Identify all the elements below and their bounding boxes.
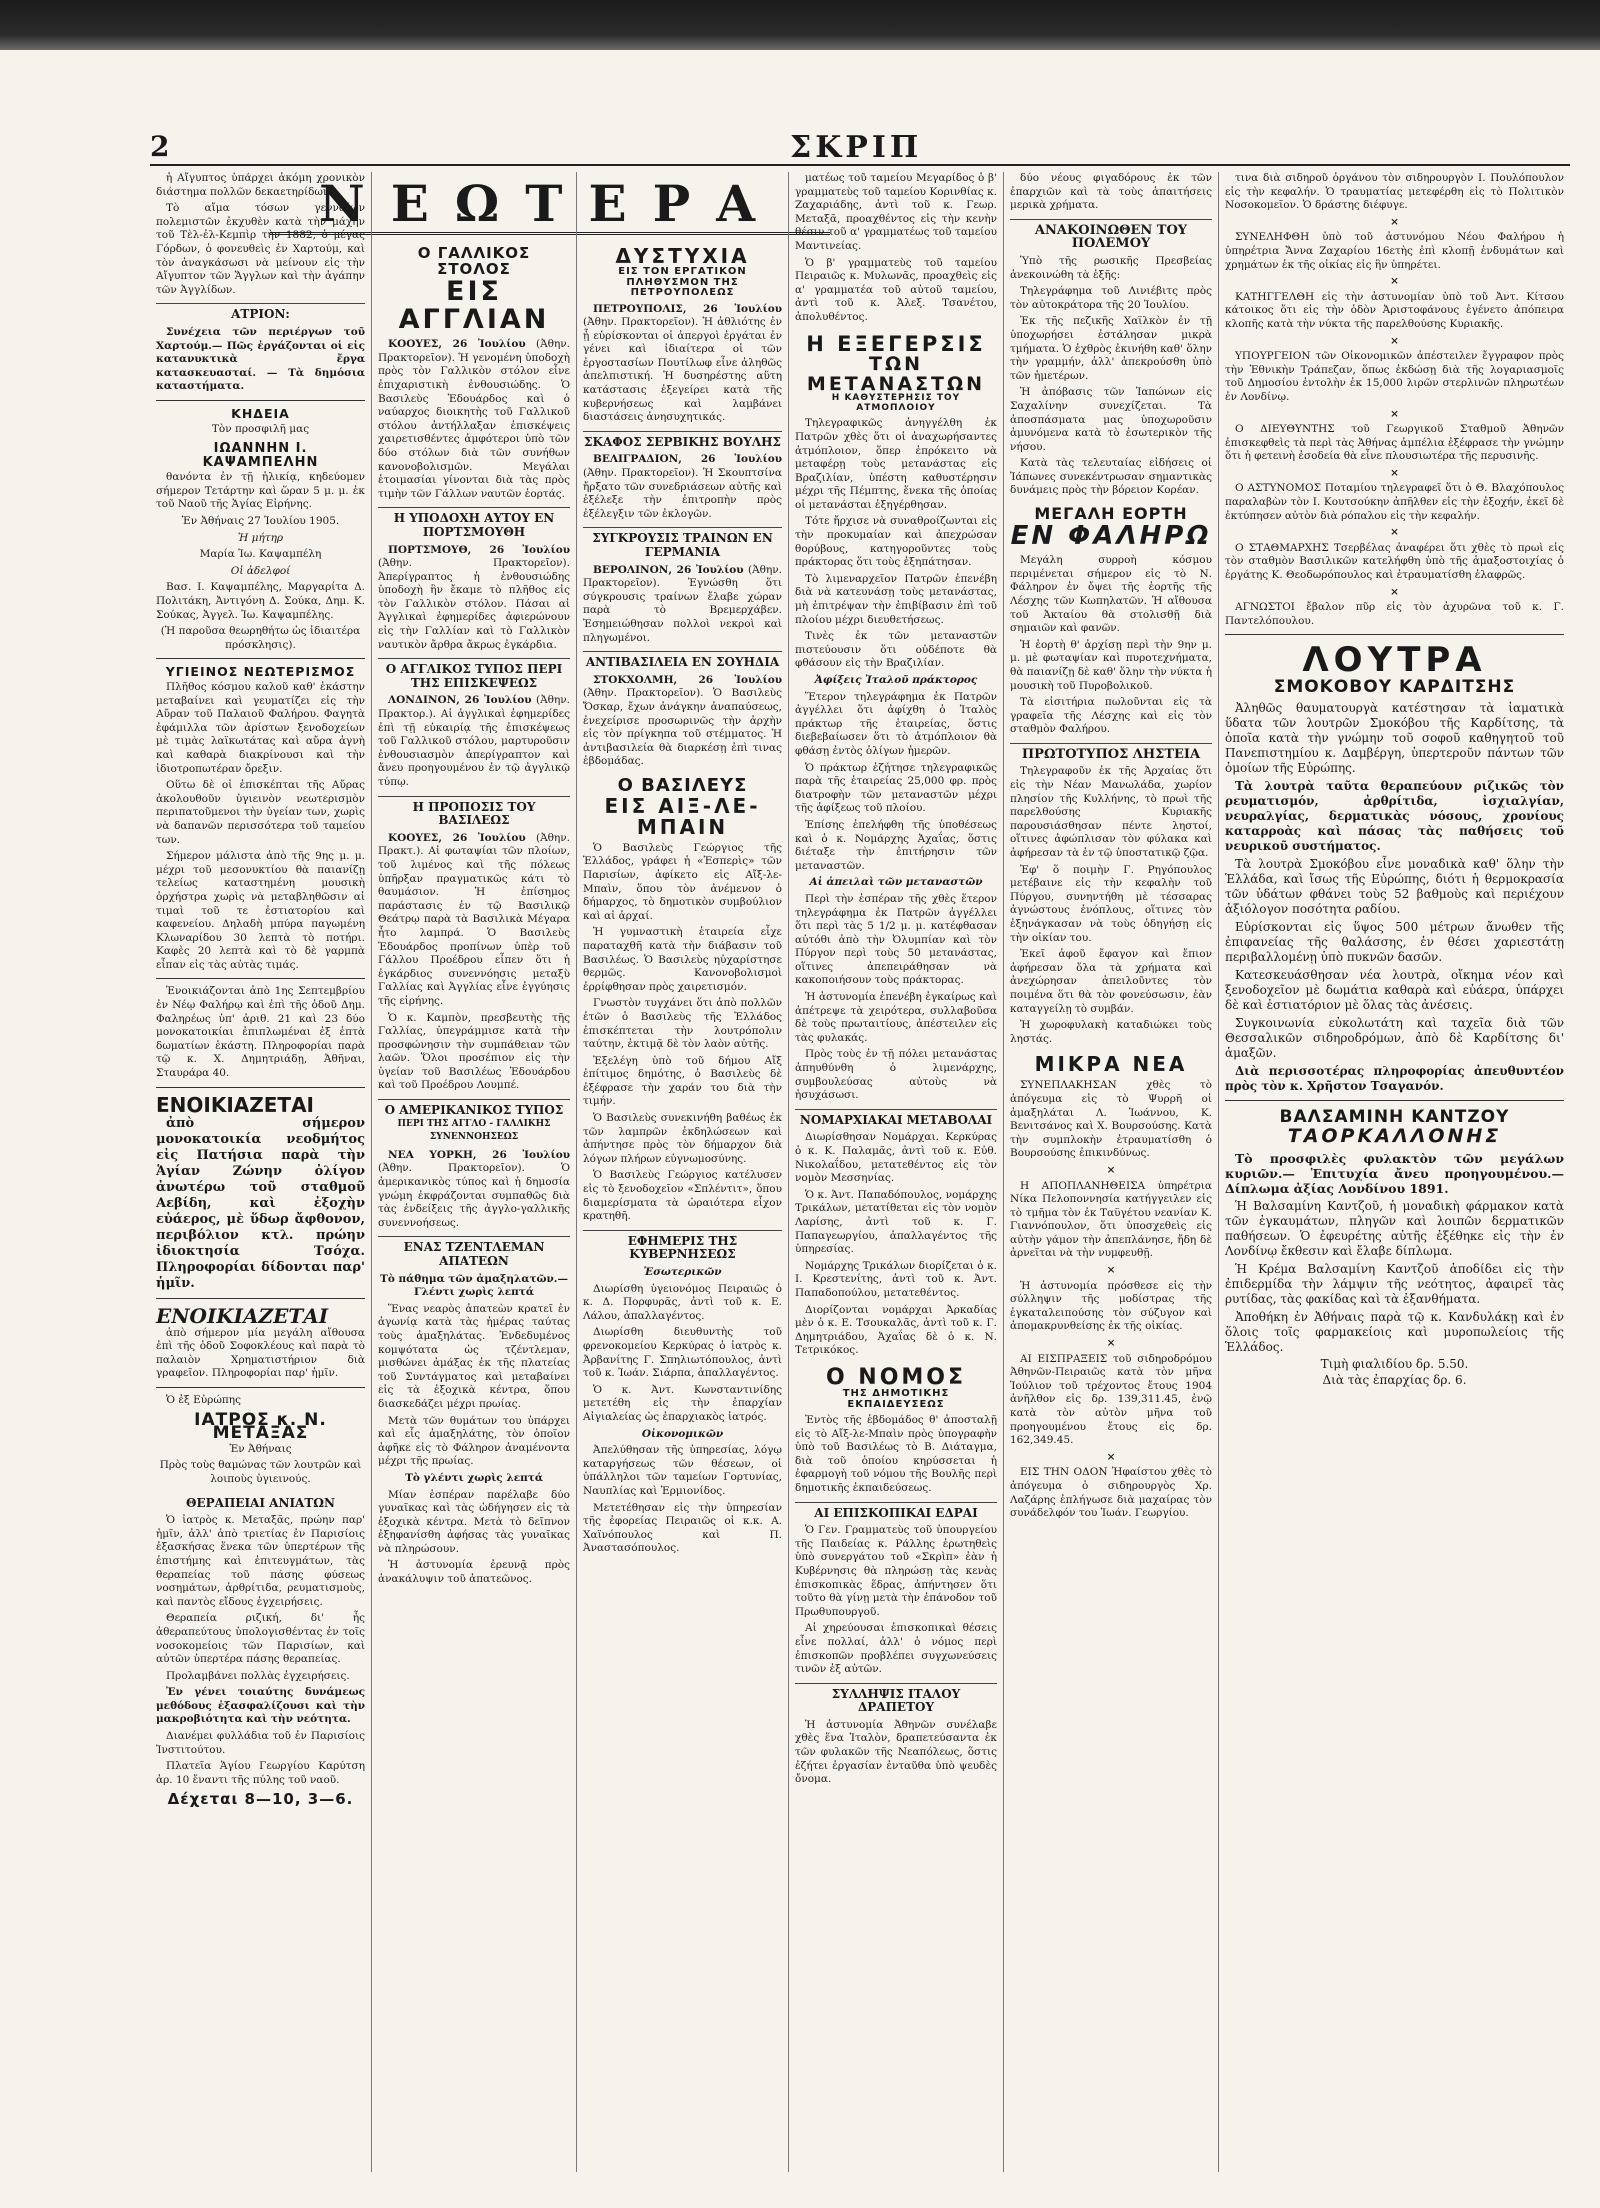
article-text: Γνωστὸν τυγχάνει ὅτι ἀπὸ πολλῶν ἐτῶν ὁ Βασιλεὺς τῆς Ἑλλάδος ἐπισκέπτεται τὴν λουτρόπολιν ταύτην, ἐκτιμᾷ δὲ τὸν λαὸν αὐτῆς. bbox=[583, 997, 782, 1051]
dateline: ΒΕΛΙΓΡΑΔΙΟΝ, 26 Ἰουλίου bbox=[593, 453, 782, 466]
headline-line: ΜΕΓΑΛΗ ΕΟΡΤΗ bbox=[1034, 504, 1188, 524]
headline-line: ΕΙΣ ΑΙΞ-ΛΕ-ΜΠΑΙΝ bbox=[604, 793, 761, 839]
headline-line: ΜΙΚΡΑ ΝΕΑ bbox=[1034, 1052, 1188, 1077]
subheading: Η ΠΡΟΠΟΣΙΣ ΤΟΥ ΒΑΣΙΛΕΩΣ bbox=[378, 796, 570, 828]
ad-price: Διὰ τὰς ἐπαρχίας δρ. 6. bbox=[1322, 1373, 1467, 1388]
subheading: ΣΥΛΛΗΨΙΣ ΙΤΑΛΟΥ ΔΡΑΠΕΤΟΥ bbox=[795, 1683, 997, 1715]
divider bbox=[1225, 634, 1564, 635]
article-text: Ἡ ἀπόβασις τῶν Ἰαπώνων εἰς Σαχαλίνην συνεχίζεται. Τὰ ἀποσπάσματα μας ὑποχωροῦσιν ἀμυνόμενα κατὰ τὸ ἐσωτερικὸν τῆς νήσου. bbox=[1010, 386, 1212, 453]
subheading: ΑΙ ΕΠΙΣΚΟΠΙΚΑΙ ΕΔΡΑΙ bbox=[795, 1502, 997, 1521]
article-text: Διωρίσθη διευθυντὴς τοῦ φρενοκομείου Κερκύρας ὁ ἰατρὸς κ. Ἀρβανίτης Γ. Σπηλιωτόπουλος, ἀντὶ τοῦ κ. Ἰωάν. Σιάρπα, ἀπαλλαγέντος. bbox=[583, 1326, 782, 1380]
article-text: Ἡ ἀστυνομία ἐρευνᾷ πρὸς ἀνακάλυψιν τοῦ ἀπατεῶνος. bbox=[378, 1559, 570, 1586]
inline-heading: Τὸ γλέντι χωρὶς λεπτά bbox=[405, 1471, 543, 1484]
ad-price: Τιμὴ φιαλιδίου δρ. 5.50. bbox=[1320, 1356, 1469, 1371]
rental-ad-2-text: ἀπὸ σήμερον μονοκατοικία νεοδμήτος εἰς Πατήσια παρὰ τὴν Ἁγίαν Ζώνην ὀλίγον ἀνωτέρω τοῦ σταθμοῦ Αεβίδη, καὶ ἐξοχὴν εὐάερος, μὲ ὕδωρ ἄφθονον, περιβόλιον κτλ. πρώην ἰδιοκτησία Τσόχα. Πληροφορίαι δίδονται παρ' ἡμῖν. bbox=[156, 1115, 365, 1291]
doctor-place: Ἐν Ἀθήναις bbox=[229, 1442, 292, 1455]
doctor-subheading: ΘΕΡΑΠΕΙΑΙ ΑΝΙΑΤΩΝ bbox=[186, 1495, 335, 1510]
ad-text: Συγκοινωνία εὐκολωτάτη καὶ ταχεῖα διὰ τῶν Θεσσαλικῶν σιδηροδρόμων, ἀπὸ δὲ Καρδίτσης δι' ἁμαξῶν. bbox=[1225, 1015, 1564, 1060]
subheading bbox=[378, 1099, 570, 1145]
ad-text: Ἡ Βαλσαμίνη Καντζοῦ, ἡ μοναδικὴ φάρμακον κατὰ τῶν ἐγκαυμάτων, πληγῶν καὶ λοιπῶν δερματικῶν παθήσεων. Ὁ ἐφευρέτης αὐτῆς ἐξέθηκε εἰς τὴν ἐν Λονδίνῳ ἔκθεσιν καὶ ἔλαβε δίπλωμα. bbox=[1225, 1198, 1564, 1258]
doctor-text: Θεραπεία ριζική, δι' ἧς ἀθεραπεύτους ὑπολογισθέντας ἐν τοῖς νοσοκομείοις τῶν Παρισίων, καὶ αὐτῶν ὑπερτέρα πάσης θεραπείας. bbox=[156, 1612, 365, 1666]
headline-line: ΤΩΝ ΜΕΤΑΝΑΣΤΩΝ bbox=[806, 352, 986, 395]
column-5 bbox=[1004, 172, 1219, 2172]
subheading-line: Ο ΑΜΕΡΙΚΑΝΙΚΟΣ ΤΥΠΟΣ bbox=[384, 1103, 564, 1118]
headline-line: ΕΙΣ ΑΓΓΛΙΑΝ bbox=[398, 275, 550, 335]
ad-text: Ἡ Κρέμα Βαλσαμίνη Καντζοῦ ἀποδίδει εἰς τὴν ἐπιδερμίδα τὴν λάμψιν τῆς νεότητος, ἀφαιρεῖ τὰς ρυτίδας, τὰς φακίδας καὶ τὰ ἐξανθήματα. bbox=[1225, 1261, 1564, 1306]
article-text: Σήμερον μάλιστα ἀπὸ τῆς 9ης μ. μ. μέχρι τοῦ μεσονυκτίου θὰ παιανίζῃ τελείως καταστημένη μουσικὴ ὀρχήστρα χωρὶς νὰ μεταβληθῶσιν αἱ τιμαὶ τοῦ τε ἐστιατορίου καὶ καφενείου. Δηλαδὴ μπύρα παγωμένη Κλωναρίδου 30 λεπτὰ τὸ ποτήρι. Καφὲς 20 λεπτὰ καὶ τὸ δὲ γαρμπὰ εἶπαν εἰς τὰς αὐτὰς τιμάς. bbox=[156, 850, 365, 971]
doctor-address: Πλατεῖα Ἁγίου Γεωργίου Καρύτση ἀρ. 10 ἔναντι τῆς πύλης τοῦ ναοῦ. bbox=[156, 1760, 365, 1786]
rental-ad-3-title: ΕΝΟΙΚΙΑΖΕΤΑΙ bbox=[156, 1303, 329, 1328]
rental-ad-1: Ἐνοικιάζονται ἀπὸ 1ης Σεπτεμβρίου ἐν Νέῳ Φαλήρῳ καὶ ἐπὶ τῆς ὁδοῦ Δημ. Φαληρέως ὑπ' ἀριθ. 21 καὶ 23 δύο μονοκατοικίαι ἐπιπλωμέναι ἐξ ἑπτὰ δωματίων ἑκάστη. Πληροφορίαι παρὰ τῷ κ. Χ. Δημητριάδῃ, Ἀθῆναι, Σταυράρα 40. bbox=[156, 985, 365, 1080]
dateline: ΣΤΟΚΧΟΛΜΗ, 26 Ἰουλίου bbox=[593, 673, 782, 686]
column-3 bbox=[577, 172, 789, 2172]
news-item: ΣΥΝΕΠΛΑΚΗΣΑΝ χθὲς τὸ ἀπόγευμα εἰς τὸ Ψυρρῆ οἱ ἀμαξηλάται Λ. Ἰωάννου, Κ. Βενιτσάνος καὶ Χ. Βουρσούσης. Κατὰ τὴν συμπλοκὴν ἐτραυματίσθη ὁ Βουρσούσης ἐπικινδύνως. bbox=[1010, 1079, 1212, 1160]
atrion-text: Συνέχεια τῶν περιέργων τοῦ Χαρτούμ.— Πῶς ἐργάζονται οἱ εἰς κατανυκτικὰ ἔργα κατασκευασταί. — Τὰ δημόσια καταστήματα. bbox=[156, 325, 365, 393]
page-number: 2 bbox=[150, 130, 170, 163]
article-text: Ὁ κ. Ἀντ. Παπαδόπουλος, νομάρχης Τρικάλων, μετατίθεται εἰς τὸν νομὸν Λαρίσης, ἀντὶ τοῦ κ. Γ. Παπαγεωργίου, ἀπαλλαγέντος τῆς ὑπηρεσίας. bbox=[795, 1188, 997, 1256]
news-item: ΣΥΝΕΛΗΦΘΗ ὑπὸ τοῦ ἀστυνόμου Νέου Φαλήρου ἡ ὑπηρέτρια Ἄννα Ζαχαρίου 16ετὴς ἐπὶ κλοπῇ ἐνδυμάτων καὶ χρημάτων ἐκ τῆς οἰκίας εἰς ἣν ὑπηρέτει. bbox=[1225, 231, 1564, 271]
divider bbox=[156, 1087, 365, 1088]
headline-emigrants bbox=[795, 333, 997, 414]
separator-mark: × bbox=[1106, 1450, 1116, 1463]
separator-mark: × bbox=[1390, 275, 1399, 288]
masthead bbox=[150, 130, 1570, 166]
kedeia-siblings: Οἱ ἀδελφοί bbox=[230, 564, 291, 577]
headline-line: Ο ΝΟΜΟΣ bbox=[825, 1364, 967, 1390]
kedeia-intro: Τὸν προσφιλῆ μας bbox=[211, 422, 310, 435]
article-text: Ἀπελύθησαν τῆς ὑπηρεσίας, λόγῳ καταργήσεως τῶν θέσεων, οἱ ὑπάλληλοι τῶν ταμείων Γορτυνίας, Ναυπλίας καὶ Ἐρμιονίδος. bbox=[583, 1444, 782, 1497]
subheading: ΑΝΤΙΒΑΣΙΛΕΙΑ ΕΝ ΣΟΥΗΔΙΑ bbox=[583, 651, 782, 670]
article-text: Τηλεγραφοῦν ἐκ τῆς Ἀρχαίας ὅτι εἰς τὴν Νέαν Μανωλάδα, χωρίον πλησίον τῆς Κυλλήνης, τὸ πρωὶ τῆς παρελθούσης Κυριακῆς παρουσιάσθησαν πέντε ληστοί, οἵτινες ἀφώπλισαν τὸν φύλακα καὶ ἀφήρεσαν τὰ ἐν τῷ ὑποστατικῷ ζῷα. bbox=[1010, 765, 1212, 860]
ad-text: Τὰ λουτρὰ Σμοκόβου εἶνε μοναδικὰ καθ' ὅλην τὴν Ἑλλάδα, καὶ ἴσως τῆς Εὐρώπης, διότι ἡ θερμοκρασία τῶν ὑδάτων φθάνει τοὺς 52 βαθμοὺς καὶ περιέχουν ἀξιόλογον ποσότητα ραδίου. bbox=[1225, 856, 1564, 916]
neotera-banner: ΝΕΩΤΕΡΑ bbox=[270, 176, 830, 235]
ad-text: Ἀληθῶς θαυματουργὰ κατέστησαν τὰ ἱαματικὰ ὕδατα τῶν λουτρῶν Σμοκόβου τῆς Καρδίτσης, τὰ ὁποῖα κατὰ τὴν γνώμην τοῦ σοφοῦ καθηγητοῦ τοῦ Πανεπιστημίου κ. Δαμβέργη, ὑπερτεροῦν πάντων τῶν ὁμοίων τῆς Εὐρώπης. bbox=[1225, 700, 1564, 775]
article-text: Ὁ Βασιλεὺς Γεώργιος τῆς Ἑλλάδος, γράφει ἡ «Ἐσπερὶς» τῶν Παρισίων, ἀφίκετο εἰς Αἴξ-λε-Μπαὶν, ὅπου τὸν ἀνέμενον ὁ δήμαρχος, τὸ δημοτικὸν συμβούλιον καὶ αἱ ἀρχαί. bbox=[583, 841, 782, 922]
headline-line: ΕΝ ΦΑΛΗΡΩ bbox=[1010, 520, 1212, 551]
rental-ad-3-text: ἀπὸ σήμερον μία μεγάλη αἴθουσα ἐπὶ τῆς ὁδοῦ Σοφοκλέους καὶ παρὰ τὸ παλαιὸν Χρηματιστήριον διὰ γραφεῖον. Πληροφορίαι παρ' ἡμῖν. bbox=[156, 1326, 365, 1380]
headline-king bbox=[583, 774, 782, 839]
article-text: Ὁ Γεν. Γραμματεὺς τοῦ ὑπουργείου τῆς Παιδείας κ. Ράλλης ἐρωτηθεὶς ὑπὸ συνεργάτου τοῦ «Σκρὶπ» ἐὰν ἡ Κυβέρνησις θὰ πληρώσῃ τὰς κενὰς ἐπισκοπικὰς ἕδρας, ἀπήντησεν ὅτι τοῦτο θὰ γίνῃ μετὰ τὴν ἐπάνοδον τοῦ Πρωθυπουργοῦ. bbox=[795, 1524, 997, 1618]
kedeia-sibling-names: Βασ. Ι. Καψαμπέλης, Μαργαρίτα Δ. Πολιτάκη, Ἀντιγόνη Δ. Σούκα, Δημ. Κ. Σούκας, Ἀγγελ. Ἰω. Καψαμπέλης. bbox=[156, 581, 365, 621]
article-text: Μεγάλη συρροὴ κόσμου περιμένεται σήμερον εἰς τὸ Ν. Φάληρον ἐν ὄψει τῆς ἑορτῆς τῆς Λέσχης τῶν Κωπηλατῶν. Ἡ αἴθουσα τοῦ Ἀκταίου θὰ στολισθῇ διὰ σημαιῶν καὶ φανῶν. bbox=[1010, 554, 1212, 635]
scan-dark-band bbox=[0, 0, 1600, 50]
divider bbox=[156, 1387, 365, 1388]
article-text: Διωρίσθησαν Νομάρχαι. Κερκύρας ὁ κ. Κ. Παλαμᾶς, ἀντὶ τοῦ κ. Εὐθ. Νικολαΐδου, μετατεθέντος εἰς τὸν νομὸν Μεσσηνίας. bbox=[795, 1131, 997, 1185]
article-text: (Ἀθην. Πρακτορεῖον). Ἡ γενομένη ὑποδοχὴ πρὸς τὸν Γαλλικὸν στόλον εἶνε ἐπιχαριστικὴ ἐνθουσιώδης. Ὁ Βασιλεὺς Ἐδουάρδος καὶ ὁ ναύαρχος διοικητὴς τοῦ Γαλλικοῦ στόλου ἀντήλλαξαν ἐπισκέψεις χαιρετισθέντες ἀμφότεροι ὑπὸ τῶν δύο στόλων διὰ τῶν συνήθων κανονοβολισμῶν. Μεγάλαι ἑτοιμασίαι γίνονται διὰ τὰς πρὸς τιμὴν τῶν Γάλλων ναυτῶν ἑορτάς. bbox=[378, 338, 570, 500]
article-text: ἡ Αἴγυπτος ὑπάρχει ἀκόμη χρονικὸν διάστημα πολλῶν δεκαετηρίδων. bbox=[156, 172, 365, 198]
article-text: Ὁ Βασιλεὺς Γεώργιος κατέλυσεν εἰς τὸ ξενοδοχεῖον «Σπλέντιτ», ὅπου διαμερίσματα τὰ ὡραιότερα εἶχον κρατηθῆ. bbox=[583, 1169, 782, 1223]
doctor-text: Πρὸς τοὺς θαμώνας τῶν λουτρῶν καὶ λοιποὺς ὑγιεινούς. bbox=[159, 1459, 362, 1485]
article-text: Ἕτερον τηλεγράφημα ἐκ Πατρῶν ἀγγέλλει ὅτι ἀφίχθη ὁ Ἰταλὸς πράκτωρ τῆς ἑταιρείας, ὅστις διεβεβαίωσεν ὅτι τὸ ἀτμόπλοιον θὰ φθάσῃ ἐντὸς ὀλίγων ἡμερῶν. bbox=[795, 690, 997, 757]
headline-line: Ο ΓΑΛΛΙΚΟΣ ΣΤΟΛΟΣ bbox=[417, 244, 531, 278]
dateline: ΛΟΝΔΙΝΟΝ, 26 Ἰουλίου bbox=[388, 694, 532, 707]
article-text: Τηλεγραφικῶς ἀνηγγέλθη ἐκ Πατρῶν χθὲς ὅτι οἱ ἀναχωρήσαντες ἀτμόπλοιον, ὅπερ ἐπρόκειτο νὰ μεταφέρῃ τοὺς μετανάστας εἰς Βραζιλίαν, ὑπέστη καθυστέρησιν μέχρι τῆς Πέμπτης, ἕνεκα τῆς ὁποίας οἱ μετανάσται ἐξηγέρθησαν. bbox=[795, 417, 997, 511]
article-text: Ὁ Βασιλεὺς συνεκινήθη βαθέως ἐκ τῶν λαμπρῶν ἐκδηλώσεων καὶ ἀπήντησε πρὸς τὸν δήμαρχον διὰ λόγων πλήρων εὐγνωμοσύνης. bbox=[583, 1112, 782, 1165]
article-text: Ἐντὸς τῆς ἑβδομάδος θ' ἀποσταλῇ εἰς τὸ Αἴξ-λε-Μπαὶν πρὸς ὑπογραφὴν ὑπὸ τοῦ Βασιλέως τὸ Β. Διάταγμα, διὰ τοῦ ὁποίου κηρύσσεται ἡ ἐφαρμογὴ τοῦ νόμου τῆς Βουλῆς περὶ δημοτικῆς ἐκπαιδεύσεως. bbox=[795, 1414, 997, 1494]
article-text: (Ἀθην. Πρακτορεῖον). Ἡ Σκουπτσίνα ἤρξατο τῶν συνεδριάσεων αὐτῆς καὶ ἐξέλεξε τὴν ἐπιτροπὴν πρὸς ἐξέλεγξιν τῶν ἐκλογῶν. bbox=[583, 467, 782, 520]
article-text: Πρὸς τοὺς ἐν τῇ πόλει μετανάστας ἀπηυθύνθη ὁ λιμενάρχης, συμβουλεύσας αὐτοὺς νὰ ἡσυχάσωσι. bbox=[795, 1048, 997, 1102]
article-text: Ἐπίσης ἐπελήφθη τῆς ὑποθέσεως καὶ ὁ κ. Νομάρχης Ἀχαΐας, ὅστις διέταξε τὴν ἐπιτήρησιν τῶν μεταναστῶν. bbox=[795, 818, 997, 872]
separator-mark: × bbox=[1390, 466, 1399, 479]
article-text: (Ἀθην. Πρακτορεῖον). Ὁ ἀμερικανικὸς τύπος καὶ ἡ δημοσία γνώμη ἐκφράζονται συμπαθῶς διὰ τὰς ἐνδείξεις τῆς ἀγγλο-γαλλικῆς συνεννοήσεως. bbox=[378, 1162, 570, 1229]
news-item: Ο ΣΤΑΘΜΑΡΧΗΣ Τσερβέλας ἀναφέρει ὅτι χθὲς τὸ πρωὶ εἰς τὸν σταθμὸν Βασιλικῶν κατελήφθη ὑπὸ τῆς ἁμαξοστοιχίας ὁ ἐργάτης Κ. Θεοδωρόπουλος καὶ ἐτραυματίσθη ἐλαφρῶς. bbox=[1225, 541, 1564, 582]
article-text: Ὁ πράκτωρ ἐζήτησε τηλεγραφικῶς παρὰ τῆς ἑταιρείας 25,000 φρ. πρὸς διατροφὴν τῶν μεταναστῶν μέχρι τῆς ἀφίξεως τοῦ πλοίου. bbox=[795, 761, 997, 815]
kedeia-mother-name: Μαρία Ἰω. Καψαμπέλη bbox=[199, 548, 322, 561]
headline-line: ΛΟΥΤΡΑ bbox=[1302, 640, 1487, 681]
article-text: Ἡ ἀστυνομία Ἀθηνῶν συνέλαβε χθὲς ἕνα Ἰταλὸν, δραπετεύσαντα ἐκ τῶν φυλακῶν τῆς Νεαπόλεως, ὅστις ἐζήτει ἐργασίαν ἐνταῦθα ὑπὸ ψευδὲς ὄνομα. bbox=[795, 1718, 997, 1786]
article-text: Διωρίσθη ὑγειονόμος Πειραιῶς ὁ κ. Δ. Πορφυρᾶς, ἀντὶ τοῦ κ. Ε. Λάλου, ἀπαλλαγέντος. bbox=[583, 1282, 782, 1322]
article-text: (Ἀθην. Πρακτορ.). Αἱ ἀγγλικαὶ ἐφημερίδες ἐπὶ τῇ εὐκαιρίᾳ τῆς ἐπισκέψεως τοῦ Γαλλικοῦ στόλου, μαρτυροῦσιν ἐνθουσιασμὸν ἀπερίγραπτον καὶ ἄνευ προηγουμένου ἐν τῷ ἀγγλικῷ τύπῳ. bbox=[378, 694, 570, 788]
doctor-text: Ἐν γένει τοιαύτης δυνάμεως μεθόδους ἐξασφαλίζουσι καὶ τὴν μακροβιότητα καὶ τὴν νεότητα. bbox=[156, 1686, 365, 1726]
article-text: ματέως τοῦ ταμείου Μεγαρίδος ὁ β' γραμματεὺς τοῦ ταμείου Κορινθίας κ. Ζαχαριάδης, ἀντὶ τοῦ κ. Γεωρ. Μεταξᾶ, προαχθέντος εἰς τὴν κενὴν θέσιν τοῦ α' γραμματέως τοῦ ταμείου Μαντινείας. bbox=[795, 172, 997, 252]
ad-text: Τὰ λουτρὰ ταῦτα θεραπεύουν ριζικῶς τὸν ρευματισμόν, ἀρθρίτιδα, ἰσχιαλγίαν, νευραλγίας, δερματικὰς νόσους, χρονίους καταρροὰς καὶ πάσας τὰς παθήσεις τοῦ νευρικοῦ συστήματος. bbox=[1225, 778, 1564, 853]
newspaper-name: ΣΚΡΙΠ bbox=[790, 130, 923, 165]
article-text: Ἡ ἑορτὴ θ' ἀρχίσῃ περὶ τὴν 9ην μ. μ. μὲ φωταψίαν καὶ πυροτεχνήματα, θὰ παιανίζῃ δὲ καθ' ὅλην τὴν νύκτα ἡ μουσικὴ τοῦ Πυροβολικοῦ. bbox=[1010, 638, 1212, 692]
headline-line: ΣΜΟΚΟΒΟΥ ΚΑΡΔΙΤΣΗΣ bbox=[1273, 677, 1516, 698]
news-item: ΑΓΝΩΣΤΟΙ ἔβαλον πῦρ εἰς τὸν ἀχυρῶνα τοῦ κ. Γ. Παντελόπουλου. bbox=[1225, 601, 1564, 627]
atrion-heading: ΑΤΡΙΟΝ: bbox=[156, 303, 365, 322]
rental-ad-2-title: ΕΝΟΙΚΙΑΖΕΤΑΙ bbox=[156, 1092, 314, 1117]
dateline: ΒΕΡΟΛΙΝΟΝ, 26 Ἰουλίου bbox=[593, 563, 744, 576]
news-item: Η ΑΠΟΠΛΑΝΗΘΕΙΣΑ ὑπηρέτρια Νίκα Πελοποννησία κατήγγειλεν εἰς τὸ τμῆμα τὸν ἐκ Ταϋγέτου νεανίαν Κ. Γιαννόπουλον, ὅτι ὑποσχεθεὶς εἰς αὐτὴν γάμον τὴν ἀπεπλάνησε, ἤδη δὲ ἀρνεῖται νὰ τὴν νυμφευθῇ. bbox=[1010, 1179, 1212, 1260]
kedeia-name: ΙΩΑΝΝΗΝ Ι. ΚΑΨΑΜΠΕΛΗΝ bbox=[202, 441, 319, 470]
article-text: Ὑπὸ τῆς ρωσικῆς Πρεσβείας ἀνεκοινώθη τὰ ἑξῆς: bbox=[1010, 254, 1212, 281]
kedeia-note: (Ἡ παροῦσα θεωρηθήτω ὡς ἰδιαιτέρα πρόσκλησις). bbox=[160, 625, 361, 651]
ad-text: Ἀποθήκη ἐν Ἀθήναις παρὰ τῷ κ. Κανδυλάκῃ καὶ ἐν ὅλοις τοῖς φαρμακείοις καὶ μυροπωλείοις τῆς Ἑλλάδος. bbox=[1225, 1309, 1564, 1354]
article-text: Ἡ γυμναστικὴ ἑταιρεία εἶχε παραταχθῆ κατὰ τὴν διάβασιν τοῦ Βασιλέως. Ὁ Βασιλεὺς ηὐχαρίστησε θερμῶς. Κανονοβολισμοὶ ἐρρίφθησαν πρὸς χαιρετισμόν. bbox=[583, 926, 782, 993]
doctor-text: Διανέμει φυλλάδια τοῦ ἐν Παρισίοις Ἰνστιτούτου. bbox=[156, 1730, 365, 1756]
article-text: Ὁ κ. Ἀντ. Κωνσταντινίδης μετετέθη εἰς τὴν ἐπαρχίαν Αἰγιαλείας ὡς ἐπαρχιακὸς ἰατρός. bbox=[583, 1383, 782, 1423]
article-text: Αἱ χηρεύουσαι ἐπισκοπικαὶ θέσεις εἶνε πολλαί, ἀλλ' ὁ νόμος περὶ ἐπισκοπῶν προβλέπει συγχωνεύσεις τινῶν ἐξ αὐτῶν. bbox=[795, 1622, 997, 1676]
article-text: Ἕνας νεαρὸς ἀπατεὼν κρατεῖ ἐν ἀγωνίᾳ κατὰ τὰς ἡμέρας ταύτας τοὺς ἀμαξηλάτας. Ἐνδεδυμένος κομψότατα ὡς τζέντλεμαν, μισθώνει ἁμάξας ἐκ τῆς πλατείας τοῦ Συντάγματος καὶ μεταβαίνει εἰς τὰ ἐξοχικὰ κέντρα, ὅπου διασκεδάζει μέχρι πρωίας. bbox=[378, 1302, 570, 1410]
headline-balsam bbox=[1225, 1106, 1564, 1147]
subheading: ΣΚΑΦΟΣ ΣΕΡΒΙΚΗΣ ΒΟΥΛΗΣ bbox=[583, 431, 782, 450]
article-text: δύο νέους φιγαδόρους ἐκ τῶν ἐπαρχιῶν καὶ τὰ τοὺς ἀπαιτήσεις μερικὰ χρήματα. bbox=[1010, 172, 1212, 212]
ad-text: Εὑρίσκονται εἰς ὕψος 500 μέτρων ἄνωθεν τῆς ἐπιφανείας τῆς θαλάσσης, ἐν θέσει χαριεστάτῃ περιβαλλομένῃ ὑπὸ πυκνῶν δασῶν. bbox=[1225, 919, 1564, 964]
news-item: τινα διὰ σιδηροῦ ὀργάνου τὸν σιδηρουργὸν Ι. Πουλόπουλον εἰς τὴν κεφαλήν. Ὁ τραυματίας μετεφέρθη εἰς τὸ Πολιτικὸν Νοσοκομεῖον. Ὁ δράστης διέφυγε. bbox=[1225, 172, 1564, 212]
doctor-name: ΙΑΤΡΟΣ κ. Ν. ΜΕΤΑΞΑΣ bbox=[194, 1409, 327, 1444]
article-text: Μετετέθησαν εἰς τὴν ὑπηρεσίαν τῆς ἐφορείας Πειραιῶς οἱ κ.κ. Α. Χαϊνόπουλος καὶ Π. Ἀναστασόπουλος. bbox=[583, 1501, 782, 1555]
news-item: ΕΙΣ ΤΗΝ ΟΔΟΝ Ἡφαίστου χθὲς τὸ ἀπόγευμα ὁ σιδηρουργὸς Χρ. Λαζάρης ἐπλήγωσε διὰ μαχαίρας τὸν συνάδελφόν του Ἰωάν. Γεωργίου. bbox=[1010, 1466, 1212, 1520]
column-1 bbox=[150, 172, 372, 2172]
inline-heading: Ἐσωτερικῶν bbox=[643, 1266, 722, 1279]
article-text: (Ἀθην. Πρακτορεῖον). Ἡ ἀθλιότης ἐν ᾗ εὑρίσκονται οἱ ἀπεργοὶ ἐργάται ἐν γένει καὶ ἰδιαίτερα οἱ τῶν ἐργοστασίων Πουτίλωφ εἶνε ἀληθῶς ἀπελπιστική. Ἡ δυσηρέστης αὕτη κατάστασις ἐξεγείρει κατὰ τῆς κυβερνήσεως καὶ λαμβάνει διαστάσεις ἀνησυχητικάς. bbox=[583, 316, 782, 424]
separator-mark: × bbox=[1106, 1163, 1116, 1176]
separator-mark: × bbox=[1106, 1337, 1116, 1350]
headline-law bbox=[795, 1366, 997, 1410]
subheading-detail: Τὸ πάθημα τῶν ἀμαξηλατῶν.— Γλέντι χωρὶς λεπτά bbox=[380, 1272, 568, 1299]
subheading: ΠΡΩΤΟΤΥΠΟΣ ΛΗΣΤΕΙΑ bbox=[1010, 743, 1212, 762]
article-text: Διορίζονται νομάρχαι Ἀρκαδίας μὲν ὁ κ. Ε. Τσουκαλᾶς, ἀντὶ τοῦ κ. Γ. Δημητριάδου, Ἀχαΐας δὲ ὁ κ. Ν. Τετρικόκος. bbox=[795, 1303, 997, 1357]
news-item: ΥΠΟΥΡΓΕΙΟΝ τῶν Οἰκονομικῶν ἀπέστειλεν ἔγγραφον πρὸς τὴν Ἐθνικὴν Τράπεζαν, ὅπως ἐκδώσῃ διὰ τῆς λογαριασμοῖς τοῦ Δημοσίου ἐντολὴν ἐκ 15,000 λιρῶν στερλινῶν πληρωτέων ἐν Λονδίνῳ. bbox=[1225, 350, 1564, 403]
subheading: ΝΟΜΑΡΧΙΑΚΑΙ ΜΕΤΑΒΟΛΑΙ bbox=[795, 1109, 997, 1128]
hygiene-heading: ΥΓΙΕΙΝΟΣ ΝΕΩΤΕΡΙΣΜΟΣ bbox=[165, 664, 356, 680]
article-text: Περὶ τὴν ἑσπέραν τῆς χθὲς ἕτερον τηλεγράφημα ἐκ Πατρῶν ἀγγέλλει ὅτι περὶ τὰς 5 1/2 μ. μ. κατέφθασαν αὐτόθι ἀπὸ τὴν Ὀλυμπίαν καὶ τὸν Πύργον περὶ τοὺς 50 μετανάστας, οἵτινες ἀπεπειράθησαν νὰ κακοποιήσουν τοὺς πράκτορας. bbox=[795, 892, 997, 987]
article-text: (Ἀθην. Πρακτ.). Αἱ φωταψίαι τῶν πλοίων, τοῦ λιμένος καὶ τῆς πόλεως ὑπῆρξαν πραγματικῶς κάτι τὸ θαυμάσιον. Ἡ ἐπίσημος παράστασις ἐν τῷ Βασιλικῷ Θεάτρῳ παρὰ τὰ Βασιλικὰ Μέγαρα ἦτο λαμπρά. Ὁ Βασιλεὺς Ἐδουάρδος προπίνων ὑπὲρ τοῦ Γάλλου Προέδρου εἶπεν ὅτι ἡ ἐγκάρδιος συνεννόησις μεταξὺ Γαλλίας καὶ Ἀγγλίας εἶνε ἐγγύησις τῆς εἰρήνης. bbox=[378, 831, 570, 1007]
doctor-text: Προλαμβάνει πολλὰς ἐγχειρήσεις. bbox=[166, 1669, 350, 1682]
article-text: Ὁ κ. Καμπὸν, πρεσβευτὴς τῆς Γαλλίας, ὑπεγράμμισε κατὰ τὴν προσφώνησιν τὴν συμπάθειαν τῶν λαῶν. Ὅλοι προσέπιον εἰς τὴν ὑγείαν τοῦ Βασιλέως Ἐδουάρδου καὶ τοῦ Προέδρου Λουμπέ. bbox=[378, 1011, 570, 1092]
columns bbox=[150, 172, 1570, 2172]
dateline: ΚΟΟΥΕΣ, 26 Ἰουλίου bbox=[388, 831, 526, 844]
column-4 bbox=[789, 172, 1004, 2172]
subheading: ΕΝΑΣ ΤΖΕΝΤΛΕΜΑΝ ΑΠΑΤΕΩΝ bbox=[378, 1236, 570, 1268]
subheading: ΕΦΗΜΕΡΙΣ ΤΗΣ ΚΥΒΕΡΝΗΣΕΩΣ bbox=[583, 1230, 782, 1262]
headline-line: ΕΙΣ ΤΟΝ ΕΡΓΑΤΙΚΟΝ ΠΛΗΘΥΣΜΟΝ ΤΗΣ ΠΕΤΡΟΥΠΟΛΕΩΣ bbox=[618, 266, 747, 298]
divider bbox=[156, 978, 365, 979]
article-text: Πλῆθος κόσμου καλοῦ καθ' ἑκάστην μεταβαίνει καὶ γευματίζει εἰς τὴν Αὔραν τοῦ Παλαιοῦ Φαλήρου. Φαγητὰ ἐφάμιλλα τῶν ἀρίστων ξενοδοχείων μὲ τιμὰς λαϊκωτάτας καὶ αὔρα ἀγνὴ καὶ καθαρὰ διακρίνουσι καὶ τὴν ἰδιοτροπωτέραν ὄρεξιν. bbox=[156, 681, 365, 775]
inline-heading: Ἀφίξεις Ἰταλοῦ πράκτορος bbox=[814, 674, 978, 687]
banner-space bbox=[378, 172, 570, 238]
article-text: Νομάρχης Τρικάλων διορίζεται ὁ κ. Ι. Κρεστενίτης, ἀντὶ τοῦ κ. Ἀντ. Παπαδοπούλου, μετατεθέντος. bbox=[795, 1259, 997, 1299]
separator-mark: × bbox=[1390, 215, 1399, 228]
headline-line: Η ΚΑΘΥΣΤΕΡΗΣΙΣ ΤΟΥ ΑΤΜΟΠΛΟΙΟΥ bbox=[831, 393, 961, 413]
doctor-text: Ὁ ἰατρὸς κ. Μεταξᾶς, πρώην παρ' ἡμῖν, ἀλλ' ἀπὸ τριετίας ἐν Παρισίοις ἐξασκήσας ἕνεκα τῶν ὑπερτέρων τῆς ἐπιστήμης καὶ ἐπιτευγμάτων, τὰς θεραπείας τοῦ πάσης φύσεως νοσημάτων, ἀρθρίτιδα, ρευματισμοὺς, καὶ παντὸς εἴδους ἐγχειρήσεις. bbox=[156, 1514, 365, 1608]
article-text: Ὁ β' γραμματεὺς τοῦ ταμείου Πειραιῶς κ. Μυλωνᾶς, προαχθεὶς εἰς α' γραμματέα τοῦ αὐτοῦ ταμείου, ἀντὶ τοῦ κ. Ἀλεξ. Τσανέτου, ἀπολυθέντος. bbox=[795, 256, 997, 323]
divider bbox=[156, 1298, 365, 1299]
article-text: Τὰ εἰσιτήρια πωλοῦνται εἰς τὰ γραφεῖα τῆς Λέσχης καὶ εἰς τὸν σταθμὸν Φαλήρου. bbox=[1010, 696, 1212, 736]
inline-heading: Οἰκονομικῶν bbox=[641, 1427, 724, 1440]
kedeia-mother: Ἡ μήτηρ bbox=[237, 531, 284, 544]
news-item: Ο ΔΙΕΥΘΥΝΤΗΣ τοῦ Γεωργικοῦ Σταθμοῦ Ἀθηνῶν ἐπισκεφθεὶς τὰ περὶ τὰς Ἀθήνας ἀμπέλια ἐξέφρασε τὴν γνώμην ὅτι ἡ φετεινὴ ἐσοδεία θὰ εἶνε πλουσιωτέρα τῆς περυσινῆς. bbox=[1225, 423, 1564, 463]
article-text: Ἐκ τῆς πεζικῆς Χαϊλκὸν ἐν τῇ ὑποχωρήσει ἐστάλησαν μικρὰ τμήματα. Ὁ ἐχθρὸς ἐκινήθη καθ' ὅλην τὴν γραμμήν, ἀλλ' ἀπεκρούσθη ὑπὸ τῶν ἡμετέρων. bbox=[1010, 315, 1212, 382]
article-text: Ἡ ἀστυνομία ἐπενέβη ἐγκαίρως καὶ ἀπέτρεψε τὰ χειρότερα, συλλαβοῦσα δὲ τοὺς πρωταιτίους, ἀπέστειλεν εἰς τὰς φυλακάς. bbox=[795, 991, 997, 1044]
article-text: Τὸ αἴμα τόσων γενναίων πολεμιστῶν ἐκχυθὲν κατὰ τὴν μάχην τοῦ Τὲλ-ἐλ-Κεμπὶρ τὴν 1882, ὁ μέγας Γόρδων, ὁ φονευθεὶς ἐν Χαρτούμ, καὶ τὸν ἀναγκάσωσι νὰ μείνουν εἰς τὴν Αἴγυπτον τῶν Ἄγγλων καὶ τὴν ἀγάπην τῶν Ἀγγλίδων. bbox=[156, 202, 365, 296]
news-item: ΑΙ ΕΙΣΠΡΑΞΕΙΣ τοῦ σιδηροδρόμου Ἀθηνῶν-Πειραιῶς κατὰ τὸν μῆνα Ἰούλιον τοῦ τρέχοντος ἔτους 1904 ἀνῆλθον εἰς δρ. 139,311.45, ἐνῷ κατὰ τὸν αὐτὸν μῆνα τοῦ προηγουμένου ἔτους εἰς δρ. 162,349.45. bbox=[1010, 1352, 1212, 1447]
divider bbox=[156, 400, 365, 401]
divider bbox=[156, 658, 365, 659]
article-text: Οὕτω δὲ οἱ ἐπισκέπται τῆς Αὔρας ἀκολουθοῦν ὑγιεινὸν νεωτερισμὸν περιπατοῦμενοι τὴν ὑγείαν των, χωρὶς νὰ δαπανῶν περισσότερα τοῦ ταμείου των. bbox=[156, 779, 365, 846]
headline-line: ΔΥΣΤΥΧΙΑ bbox=[615, 244, 750, 268]
news-item: Ἡ ἀστυνομία πρόσθεσε εἰς τὴν σύλληψιν τῆς μοδίστρας τῆς ἐγκαταλειπούσης τὸν σύζυγον καὶ ἀπομακρυνθείσης ἐκ τῆς οἰκίας. bbox=[1010, 1279, 1212, 1333]
dateline: ΠΟΡΤΣΜΟΥΘ, 26 Ἰουλίου bbox=[388, 543, 570, 556]
column-6 bbox=[1219, 172, 1570, 2172]
article-text: Τηλεγράφημα τοῦ Λινιέβιτς πρὸς τὸν αὐτοκράτορα τῆς 20 Ἰουλίου. bbox=[1010, 285, 1212, 311]
headline-french-fleet bbox=[378, 246, 570, 334]
article-text: Ἡ χωροφυλακὴ καταδιώκει τοὺς ληστάς. bbox=[1010, 1019, 1212, 1045]
article-text: Μετὰ τῶν θυμάτων του ὑπάρχει καὶ εἷς ἀμαξηλάτης, τὸν ὁποῖον ἀφῆκε εἰς τὸ Φάληρον ἀναμένοντα μέχρι τῆς πρωίας. bbox=[378, 1414, 570, 1468]
dateline: ΚΟΟΥΕΣ, 26 Ἰουλίου bbox=[388, 338, 526, 351]
kedeia-heading: ΚΗΔΕΙΑ bbox=[231, 405, 290, 421]
inline-heading: Αἱ ἀπειλαὶ τῶν μεταναστῶν bbox=[809, 876, 983, 889]
separator-mark: × bbox=[1390, 407, 1399, 420]
dateline: ΠΕΤΡΟΥΠΟΛΙΣ, 26 Ἰουλίου bbox=[593, 302, 782, 315]
ad-text: Κατεσκευάσθησαν νέα λουτρὰ, οἴκημα νέον καὶ ξενοδοχεῖον μὲ δωμάτια καθαρὰ καὶ εὐάερα, ὑπάρχει δὲ καὶ ἐστιατόριον μὲ ὅλας τὰς ἀνέσεις. bbox=[1225, 967, 1564, 1012]
separator-mark: × bbox=[1390, 526, 1399, 539]
headline-festival bbox=[1010, 506, 1212, 550]
headline-line: Ο ΒΑΣΙΛΕΥΣ bbox=[617, 774, 748, 796]
headline-misfortune bbox=[583, 246, 782, 299]
headline-line: Η ΕΞΕΓΕΡΣΙΣ bbox=[806, 331, 986, 356]
subheading-line: ΠΕΡΙ ΤΗΣ ΑΓΓΛΟ - ΓΑΛΛΙΚΗΣ ΣΥΝΕΝΝΟΗΣΕΩΣ bbox=[397, 1118, 551, 1143]
article-text: Ἐκεῖ ἀφοῦ ἔφαγον καὶ ἔπιον ἀφήρεσαν ὅλα τὰ χρήματα καὶ ἀνεχώρησαν ἀπειλοῦντες τὸν ποιμένα ὅτι θὰ τὸν φονεύσωσιν, ἐὰν καταγγείλῃ τὸ συμβάν. bbox=[1010, 948, 1212, 1015]
subheading: Η ΥΠΟΔΟΧΗ ΑΥΤΟΥ ΕΝ ΠΟΡΤΣΜΟΥΘΗ bbox=[378, 507, 570, 539]
news-item: ΚΑΤΗΓΓΕΛΘΗ εἰς τὴν ἀστυνομίαν ὑπὸ τοῦ Ἀντ. Κίτσου κάτοικος ὅτι εἰς τὴν ὁδὸν Ἀριστοφάνους ἐγένετο ἀπόπειρα κλοπῆς κατὰ τὴν νύκτα τῆς παρελθούσης Κυριακῆς. bbox=[1225, 290, 1564, 330]
headline-small-news bbox=[1010, 1054, 1212, 1075]
banner-space bbox=[583, 172, 782, 238]
separator-mark: × bbox=[1390, 334, 1399, 347]
ad-text: Διὰ περισσοτέρας πληροφορίας ἀπευθυντέον πρὸς τὸν κ. Χρῆστον Τσαγανόν. bbox=[1225, 1063, 1564, 1093]
dateline: ΝΕΑ ΥΟΡΚΗ, 26 Ἰουλίου bbox=[388, 1148, 570, 1161]
doctor-hours: Δέχεται 8—10, 3—6. bbox=[167, 1790, 354, 1809]
article-text: (Ἀθην. Πρακτορεῖον). Ἀπερίγραπτος ἡ ἐνθουσιώδης ὑποδοχὴ ἣν ἔκαμε τὸ πλῆθος εἰς τὸν Γαλλικὸν στόλον. Πάσαι αἱ Ἀγγλικαὶ ἐφημερίδες ἀφιερώνουν εἰς τὴν Γαλλίαν καὶ τὸ Γαλλικὸν ναυτικὸν ἄρθρα ἄκρως ἐγκάρδια. bbox=[378, 557, 570, 651]
kedeia-text: θανόντα ἐν τῇ ἡλικίᾳ, κηδεύομεν σήμερον Τετάρτην καὶ ὥραν 5 μ. μ. ἐκ τοῦ Ναοῦ τῆς Ἁγίας Εἰρήνης. bbox=[156, 471, 365, 511]
separator-mark: × bbox=[1390, 585, 1399, 598]
article-text: Ἐξελέγη ὑπὸ τοῦ δήμου Αἴξ ἐπίτιμος δημότης, ὁ Βασιλεὺς δὲ ἐξέφρασε τὴν χαράν του διὰ τὴν τιμήν. bbox=[583, 1054, 782, 1108]
news-item: Ο ΑΣΤΥΝΟΜΟΣ Ποταμίου τηλεγραφεῖ ὅτι ὁ Θ. Βλαχόπουλος παραλαβὼν τὸν Ι. Κουτσούκην ἀπῆλθεν εἰς τὴν ἐξοχήν, ἐκεῖ δὲ ἐκτύπησεν αὐτὸν διὰ ρόπαλου εἰς τὴν κεφαλήν. bbox=[1225, 482, 1564, 522]
article-text: Ἐφ' ὅ ποιμὴν Γ. Ρηγόπουλος μετέβαινε εἰς τὴν κεφαλὴν τοῦ Πύργου, συνηντήθη μὲ τέσσαρας ἀγνώστους ἐνόπλους, οἵτινες τὸν ἐξηνάγκασαν νὰ τοὺς ὁδηγήσῃ εἰς τὴν οἰκίαν του. bbox=[1010, 863, 1212, 944]
divider bbox=[1225, 1100, 1564, 1101]
article-text: Τινὲς ἐκ τῶν μεταναστῶν πιστεύουσιν ὅτι οὐδέποτε θὰ φθάσουν εἰς τὴν Βραζιλίαν. bbox=[795, 630, 997, 670]
subheading: ΣΥΓΚΡΟΥΣΙΣ ΤΡΑΙΝΩΝ ΕΝ ΓΕΡΜΑΝΙΑ bbox=[583, 527, 782, 559]
article-text: (Ἀθην. Πρακτορεῖον). Ὁ Βασιλεὺς Ὄσκαρ, ἔχων ἀνάγκην ἀναπαύσεως, ἐνεχείρισε προσωρινῶς τὴν ἀρχὴν εἰς τὸν πρίγκηπα τοῦ στέμματος. Ἡ ἀντιβασιλεία θὰ διαρκέσῃ ἐπὶ τινας ἑβδομάδας. bbox=[583, 687, 782, 768]
doctor-intro: Ὁ ἐξ Εὐρώπης bbox=[166, 1394, 241, 1406]
article-text: Τότε ἤρχισε νὰ συναθροίζωνται εἰς τὴν προκυμαίαν καὶ ἀπεχρώσαν θορύβους, κατηγοροῦντες τοὺς πράκτορας ὅτι τοὺς ἐξηπάτησαν. bbox=[795, 515, 997, 569]
article-text: Κατὰ τὰς τελευταίας εἰδήσεις οἱ Ἰάπωνες συνεκέντρωσαν σημαντικὰς δυνάμεις πρὸς τὴν βόρειον Κορέαν. bbox=[1010, 457, 1212, 497]
column-2 bbox=[372, 172, 577, 2172]
subheading: ΑΝΑΚΟΙΝΩΘΕΝ ΤΟΥ ΠΟΛΕΜΟΥ bbox=[1010, 219, 1212, 251]
article-text: Μίαν ἑσπέραν παρέλαβε δύο γυναῖκας καὶ τὰς ὡδήγησεν εἰς τὰ ἐξοχικὰ κέντρα. Μετὰ τὸ δεῖπνον ἐξηφανίσθη ἀφήσας τὰς γυναῖκας νὰ πληρώσουν. bbox=[378, 1488, 570, 1555]
headline-line: ΤΑΟΡΚΑΛΛΟΝΗΣ bbox=[1287, 1124, 1502, 1147]
article-text: Τὸ λιμεναρχεῖον Πατρῶν ἐπενέβη διὰ νὰ κατευνάσῃ τοὺς μετανάστας, μὴ ἐπιτρέψαν τὴν ἐπιβίβασιν ἐπὶ τοῦ πλοίου μέχρι διευθετήσεως. bbox=[795, 572, 997, 626]
headline-line: ΒΑΛΣΑΜΙΝΗ ΚΑΝΤΖΟΥ bbox=[1279, 1106, 1510, 1127]
kedeia-date: Ἐν Ἀθήναις 27 Ἰουλίου 1905. bbox=[181, 515, 340, 528]
separator-mark: × bbox=[1106, 1264, 1116, 1277]
ad-text: Τὸ προσφιλὲς φυλακτὸν τῶν μεγάλων κυριῶν.— Ἐπιτυχία ἄνευ προηγουμένου.— Δίπλωμα ἀξίας Λονδίνου 1891. bbox=[1225, 1150, 1564, 1196]
headline-baths bbox=[1225, 640, 1564, 698]
subheading: Ο ΑΓΓΛΙΚΟΣ ΤΥΠΟΣ ΠΕΡΙ ΤΗΣ ΕΠΙΣΚΕΨΕΩΣ bbox=[378, 658, 570, 690]
headline-line: ΤΗΣ ΔΗΜΟΤΙΚΗΣ ΕΚΠΑΙΔΕΥΣΕΩΣ bbox=[842, 1388, 950, 1410]
article-text: (Ἀθην. Πρακτορεῖον). Ἐγνώσθη ὅτι σύγκρουσις τραίνων ἔλαβε χώραν παρὰ τὸ Βρεμερχάβεν. Ἐσημειώθησαν πολλοὶ νεκροὶ καὶ πληγωμένοι. bbox=[583, 563, 782, 644]
